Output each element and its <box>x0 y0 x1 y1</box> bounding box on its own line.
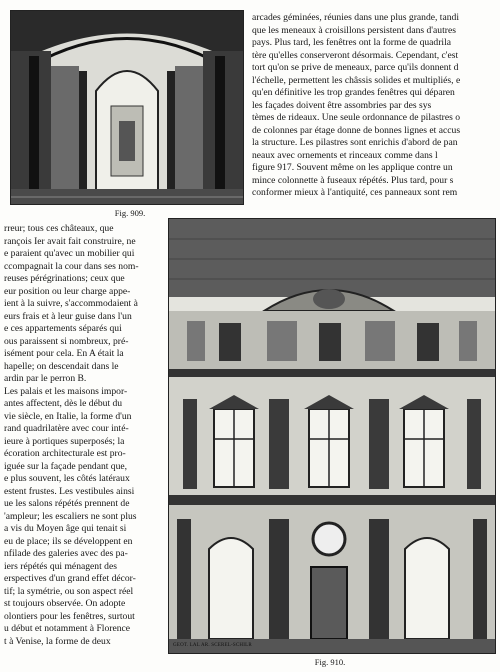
text-line: ccompagnait la cour dans ses nom- <box>4 260 139 272</box>
text-line: u début et notamment à Florence <box>4 623 131 634</box>
text-line: rreur; tous ces châteaux, que <box>4 223 114 234</box>
text-line: iers répétés qui ménagent des <box>4 560 117 572</box>
text-line: ardin par le perron B. <box>4 373 87 384</box>
text-line: eu de place; ils se développent en <box>4 535 133 547</box>
text-line: ieure à portiques superposés; la <box>4 435 125 447</box>
text-line: nfilade des galeries avec des pa- <box>4 548 128 559</box>
text-line: qu'en définitive les trop grandes fenêtres qui déparen <box>252 87 455 98</box>
figure-910-illustration <box>168 218 496 654</box>
figure-910-caption: Fig. 910. <box>314 657 346 667</box>
text-line: écoration architecturale est pro- <box>4 448 126 459</box>
text-line: antes affectent, dès le début du <box>4 398 123 409</box>
text-line: l'échelle, permettent les châssis solides et multipliés, e <box>252 74 461 86</box>
text-line: ient à la suivre, s'accommodaient à <box>4 298 138 309</box>
text-line: eurs frais et à leur guise dans l'un <box>4 310 132 322</box>
text-line: tèmes de rideaux. Une seule ordonnance de pilastres o <box>252 112 461 123</box>
text-line: e paraient qu'avec un mobilier qui <box>4 248 135 259</box>
text-line: t à Venise, la forme de deux <box>4 635 111 647</box>
right-column-text <box>252 12 498 200</box>
text-line: vie siècle, en Italie, la forme d'un <box>4 410 132 422</box>
text-line: conformer mieux à l'antiquité, ces panneaux sont rem <box>252 187 458 198</box>
engraver-credit: GEOT. LAL AR. SCEREL-SCHILR <box>173 643 252 648</box>
text-line: estent frustes. Les vestibules ainsi <box>4 485 135 497</box>
text-line: mince colonnette à fuseaux répétés. Plus tard, pour s <box>252 174 454 186</box>
text-line: st toujours observée. On adopte <box>4 598 126 609</box>
text-line: isément pour cela. En A était la <box>4 348 124 359</box>
text-line: la structure. Les pilastres sont enrichis d'abord de pan <box>252 137 458 148</box>
text-line: iguée sur la façade pendant que, <box>4 460 128 472</box>
text-line: que les meneaux à croisillons persistent dans d'autres <box>252 24 456 36</box>
text-line: rand quadrilatère avec cour inté- <box>4 423 129 434</box>
text-line: 'ampleur; les escaliers ne sont plus <box>4 510 137 522</box>
text-line: rançois Ier avait fait construire, ne <box>4 235 136 247</box>
text-line: tort qu'on se prive de meneaux, parce qu'ils donnent d <box>252 62 459 73</box>
text-line: erspectives d'un grand effet décor- <box>4 573 136 584</box>
text-line: les façades doivent être assombries par des sys <box>252 99 432 111</box>
text-line: pays. Plus tard, les fenêtres ont la forme de quadrila <box>252 37 452 48</box>
text-line: tif; la symétrie, ou son aspect réel <box>4 585 134 597</box>
figure-909-illustration <box>10 10 244 205</box>
text-line: eur position ou leur charge appe- <box>4 285 131 297</box>
text-line: Les palais et les maisons impor- <box>4 385 128 397</box>
text-line: e plus souvent, les côtés latéraux <box>4 473 130 484</box>
text-line: olontiers pour les fenêtres, surtout <box>4 610 135 622</box>
text-line: ous paraissent si nombreux, pré- <box>4 335 129 347</box>
text-line: reuses pérégrinations; ceux que <box>4 273 125 284</box>
text-line: de colonnes par étage donne de bonnes lignes et accus <box>252 124 461 136</box>
text-line: tère qu'elles conserveront désormais. Cependant, c'est <box>252 49 459 61</box>
text-line: ue les salons répétés prennent de <box>4 498 130 509</box>
text-line: e ces appartements séparés qui <box>4 323 122 334</box>
figure-909-caption: Fig. 909. <box>114 208 146 218</box>
text-line: arcades géminées, réunies dans une plus grande, tandi <box>252 12 459 23</box>
text-line: hapelle; on descendait dans le <box>4 360 119 372</box>
left-column-text <box>4 223 162 648</box>
text-line: figure 917. Souvent même on les applique contre un <box>252 162 453 173</box>
text-line: neaux avec ornements et rinceaux comme dans l <box>252 149 438 161</box>
text-line: a vis du Moyen âge qui tenait si <box>4 523 127 534</box>
